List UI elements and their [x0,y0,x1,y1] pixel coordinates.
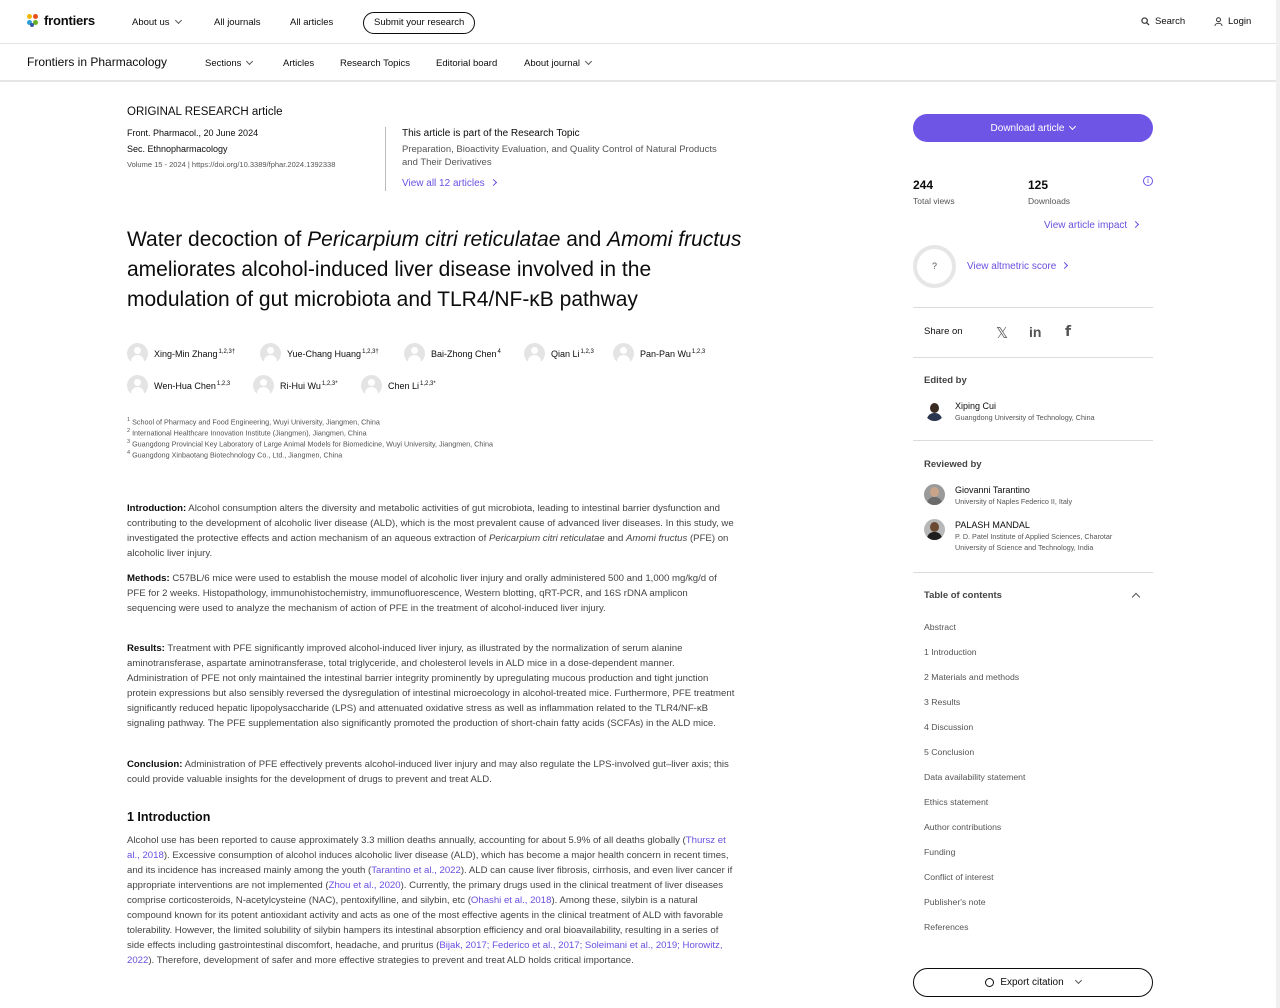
nav-editorial-board[interactable]: Editorial board [436,58,498,69]
research-topic-title[interactable]: Preparation, Bioactivity Evaluation, and Quality Control of Natural Products and Their Derivatives [402,144,717,168]
citation-link[interactable]: Ohashi et al., 2018 [470,895,552,906]
x-twitter-icon[interactable]: 𝕏 [996,325,1009,342]
title-part: Water decoction of [127,228,308,251]
reviewer-item[interactable] [924,519,1145,553]
impact-label: View article impact [1044,220,1128,231]
altmetric-badge[interactable]: ? [913,245,956,288]
abstract-text: Administration of PFE effectively prevents alcohol-induced liver injury and may also regulate the LPS-involved gut–liver axis; this could provide valuable insights for the development of drugs to prevent and treat ALD. [127,759,729,785]
avatar [253,375,274,396]
frontiers-logo-icon [27,14,40,28]
author-item[interactable] [253,375,338,396]
author-affil-sup: 1,2,3* [321,380,338,387]
title-italic: Amomi fructus [607,228,742,251]
avatar [127,375,148,396]
affiliation [127,428,367,437]
abstract-methods [127,571,735,616]
nav-sections-label: Sections [205,58,242,69]
author-name: Ri-Hui Wu [280,380,321,391]
abstract-label: Conclusion: [127,759,183,770]
toc-item[interactable]: Author contributions [924,822,1002,832]
author-item[interactable] [127,343,235,364]
avatar [361,375,382,396]
author-name: Chen Li [388,380,420,391]
editor-affiliation: Guangdong University of Technology, China [955,413,1095,422]
affiliation [127,450,342,459]
downloads-count: 125 [1028,178,1049,192]
intro-text: Alcohol use has been reported to cause approximately 3.3 million deaths annually, accounting for about 5.9% of all deaths globally ( [127,835,686,846]
abstract-text: and [604,533,626,544]
view-altmetric-link[interactable] [967,261,1067,272]
reviewer-name: PALASH MANDAL [955,520,1030,530]
user-icon [1214,17,1223,26]
chevron-down-icon [1075,977,1082,984]
citation-line: Front. Pharmacol., 20 June 2024 [127,128,259,138]
intro-text: ). Currently, the primary drugs used in the clinical treatment of liver diseases comprise corticosteroids, N-acetylcysteine (NAC), pentoxifylline, and silybin, etc ( [127,880,724,906]
author-item[interactable] [524,343,594,364]
editor-name: Xiping Cui [955,401,997,411]
abstract-label: Methods: [127,573,170,584]
affiliation-text: Guangdong Provincial Key Laboratory of Large Animal Models for Biomedicine, Wuyi University, Jiangmen, China [132,439,493,449]
citation-link[interactable]: Thursz et al., 2018 [127,835,726,861]
affiliation [127,417,380,426]
affiliation-text: Guangdong Xinbaotang Biotechnology Co., Ltd., Jiangmen, China [132,450,343,460]
facebook-icon[interactable]: f [1065,324,1072,340]
affiliation-number: 2 [127,428,131,434]
abstract-italic: Pericarpium citri reticulatae [488,533,605,544]
share-label: Share on [924,326,963,337]
article-type [127,106,283,118]
reviewer-affiliation: University of Naples Federico II, Italy [955,497,1073,506]
journal-name[interactable]: Frontiers in Pharmacology [27,55,168,69]
avatar [404,343,425,364]
abstract-label: Introduction: [127,503,187,514]
introduction-paragraph [127,833,735,968]
abstract-conclusion [127,757,735,787]
avatar [924,519,945,540]
author-affil-sup: 4 [497,348,501,355]
section-heading-introduction: 1 Introduction [127,810,211,824]
nav-research-topics[interactable]: Research Topics [340,58,411,69]
intro-text: ). ALD can cause liver fibrosis, cirrhosis, and even liver cancer if appropriate interventions are not implemented ( [127,865,733,891]
editor-item[interactable] [924,400,1095,423]
downloads-label: Downloads [1028,196,1071,206]
avatar [613,343,634,364]
view-all-articles-link[interactable] [402,178,496,189]
intro-text: ). Therefore, development of safer and more effective strategies to prevent and treat ALD holds critical importance. [148,955,634,966]
login-button[interactable] [1214,16,1251,27]
section-line: Sec. Ethnopharmacology [127,144,228,154]
chevron-down-icon [174,17,181,24]
toc-item[interactable]: Conflict of interest [924,872,994,882]
article-type-suffix: article [251,106,283,118]
affiliation-number: 1 [127,417,131,423]
divider [913,440,1153,441]
abstract-results [127,641,735,731]
chevron-right-icon [490,179,497,186]
toc-item[interactable]: Abstract [924,622,956,632]
abstract-text: C57BL/6 mice were used to establish the mouse model of alcoholic liver injury and orally administered 500 and 1,000 mg/kg/d of PFE for 2 weeks. Histopathology, immunohistochemistry, immunofluorescence, Western blotting, qRT-PCR, and 16S rDNA amplicon sequencing were used to analyze the mechanism of action of PFE in the treatment of alcohol-induced liver injury. [127,573,717,614]
nav-about-journal-label: About journal [524,58,580,69]
affiliation-number: 4 [127,450,131,456]
abstract-text: Alcohol consumption alters the diversity and metabolic activities of gut microbiota, leading to intestinal barrier dysfunction and contributing to the development of alcoholic liver disease (ALD), which is the most prevalent cause of advanced liver diseases. In this study, we investigated the protective effects and action mechanism of an aqueous extraction of [127,503,734,544]
view-all-label: View all 12 articles [402,178,485,189]
author-affil-sup: 1,2,3 [216,380,231,387]
reviewer-name: Giovanni Tarantino [955,485,1030,495]
chevron-down-icon [246,58,253,65]
divider [913,357,1153,358]
intro-text: ). Among these, silybin is a natural compound known for its potent antioxidant activity and acts as one of the most effective agents in the clinical treatment of ALD with favorable tolerability. However, the limited solubility of silybin hampers its intestinal absorption efficiency and oral bioavailability, resulting in a series of side effects including gastrointestinal discomfort, headache, and pruritus ( [127,895,724,951]
affiliation [127,439,493,448]
research-topic-heading: This article is part of the Research Topic [402,128,580,139]
quote-icon [985,978,994,987]
toc-item[interactable]: Data availability statement [924,772,1026,782]
view-article-impact-link[interactable] [1044,220,1138,231]
author-name: Wen-Hua Chen [154,380,216,391]
submit-research-button[interactable]: Submit your research [363,12,475,34]
author-name: Bai-Zhong Chen [431,348,497,359]
search-button[interactable] [1141,16,1185,27]
article-type-prefix: ORIGINAL RESEARCH [127,106,249,118]
intro-text: ). Excessive consumption of alcohol induces alcoholic liver disease (ALD), which has become a major health concern in recent times, and its incidence has increased mainly among the youth ( [127,850,729,876]
toc-item[interactable]: References [924,922,969,932]
toc-item[interactable]: 1 Introduction [924,647,977,657]
nav-about-journal[interactable] [524,58,591,69]
author-name: Xing-Min Zhang [154,348,218,359]
download-label: Download article [990,122,1065,134]
title-italic: Pericarpium citri reticulatae [307,228,561,251]
reviewer-affiliation: P. D. Patel Institute of Applied Sciences, Charotar University of Science and Technology, India [955,532,1113,552]
nav-about-label: About us [132,17,170,28]
chevron-right-icon [1132,221,1139,228]
export-citation-button[interactable] [913,968,1153,997]
author-affil-sup: 1,2,3 [691,348,706,355]
frontiers-logo[interactable] [27,13,95,28]
altmetric-label: View altmetric score [967,261,1057,272]
nav-all-journals[interactable]: All journals [214,17,261,28]
linkedin-icon[interactable]: in [1029,324,1042,340]
citation-link[interactable]: Bijak, 2017; Federico et al., 2017; Soleimani et al., 2019; Horowitz, 2022 [127,940,723,966]
logo-text: frontiers [44,13,95,28]
nav-sections[interactable] [205,58,252,69]
nav-all-articles[interactable]: All articles [290,17,334,28]
table-of-contents-heading: Table of contents [924,590,1002,601]
avatar [924,484,945,505]
page-scrollbar[interactable] [1276,0,1280,1008]
chevron-right-icon [1061,262,1068,269]
title-part: ameliorates alcohol-induced liver disease involved in the modulation of gut microbiota and TLR4/NF-κB pathway [127,258,652,311]
affiliation-text: International Healthcare Innovation Institute (Jiangmen), Jiangmen, China [132,428,367,438]
toc-item[interactable]: Publisher's note [924,897,986,907]
divider [385,127,386,191]
abstract-text: (PFE) on alcoholic liver injury. [127,533,729,559]
edited-by-label: Edited by [924,375,967,386]
abstract-introduction [127,501,735,561]
author-affil-sup: 1,2,3† [218,348,236,355]
author-name: Pan-Pan Wu [640,348,691,359]
chevron-up-icon[interactable] [1132,593,1140,601]
avatar [260,343,281,364]
volume-doi-line[interactable]: Volume 15 - 2024 | https://doi.org/10.3389/fphar.2024.1392338 [127,160,336,169]
avatar [924,400,945,421]
toc-item[interactable]: 4 Discussion [924,722,974,732]
author-item[interactable] [260,343,379,364]
journal-navigation [0,44,1280,82]
reviewed-by-label: Reviewed by [924,459,982,470]
affiliation-number: 3 [127,439,131,445]
chevron-down-icon [1069,122,1076,129]
author-name: Yue-Chang Huang [287,348,362,359]
info-icon[interactable]: i [1143,176,1153,186]
author-item[interactable] [127,375,230,396]
top-navigation [0,0,1280,44]
nav-about-us[interactable] [132,17,181,28]
download-article-button[interactable] [913,114,1153,142]
citation-link[interactable]: Tarantino et al., 2022 [371,865,461,876]
search-label: Search [1155,16,1186,27]
reviewer-item[interactable] [924,484,1072,507]
divider [913,572,1153,573]
citation-link[interactable]: Zhou et al., 2020 [328,880,401,891]
affiliation-text: School of Pharmacy and Food Engineering, Wuyi University, Jiangmen, China [132,417,380,427]
abstract-text: Treatment with PFE significantly improved alcohol-induced liver injury, as illustrated by the normalization of serum alanine aminotransferase, aspartate aminotransferase, total triglyceride, and cholesterol levels in ALD mice in a dose-dependent manner. Administration of PFE not only maintained the intestinal barrier integrity prominently by upregulating mucous production and tight junction protein expressions but also sensibly reversed the dysregulation of intestinal microecology in alcohol-treated mice. Furthermore, PFE treatment significantly reduced hepatic lipopolysaccharide (LPS) and attenuated oxidative stress as well as inflammation related to the TLR4/NF-κB signaling pathway. The PFE supplementation also significantly promoted the production of short-chain fatty acids (SCFAs) in the ALD mice. [127,643,735,729]
abstract-italic: Amomi fructus [626,533,688,544]
toc-item[interactable]: 2 Materials and methods [924,672,1020,682]
toc-item[interactable]: Funding [924,847,956,857]
search-icon [1141,17,1150,26]
login-label: Login [1228,16,1252,27]
chevron-down-icon [585,58,592,65]
article-title [127,225,747,315]
total-views-label: Total views [913,196,955,206]
abstract-label: Results: [127,643,165,654]
avatar [127,343,148,364]
avatar [524,343,545,364]
author-affil-sup: 1,2,3 [580,348,594,355]
total-views-count: 244 [913,178,934,192]
toc-item[interactable]: 3 Results [924,697,961,707]
author-affil-sup: 1,2,3* [420,380,436,387]
author-item[interactable] [613,343,705,364]
author-affil-sup: 1,2,3† [362,348,379,355]
export-label: Export citation [1000,977,1064,988]
toc-item[interactable]: Ethics statement [924,797,989,807]
author-name: Qian Li [551,348,580,359]
title-part: and [560,228,608,251]
nav-articles[interactable]: Articles [283,58,315,69]
author-item[interactable] [404,343,501,364]
divider [913,307,1153,308]
toc-item[interactable]: 5 Conclusion [924,747,975,757]
author-item[interactable] [361,375,436,396]
